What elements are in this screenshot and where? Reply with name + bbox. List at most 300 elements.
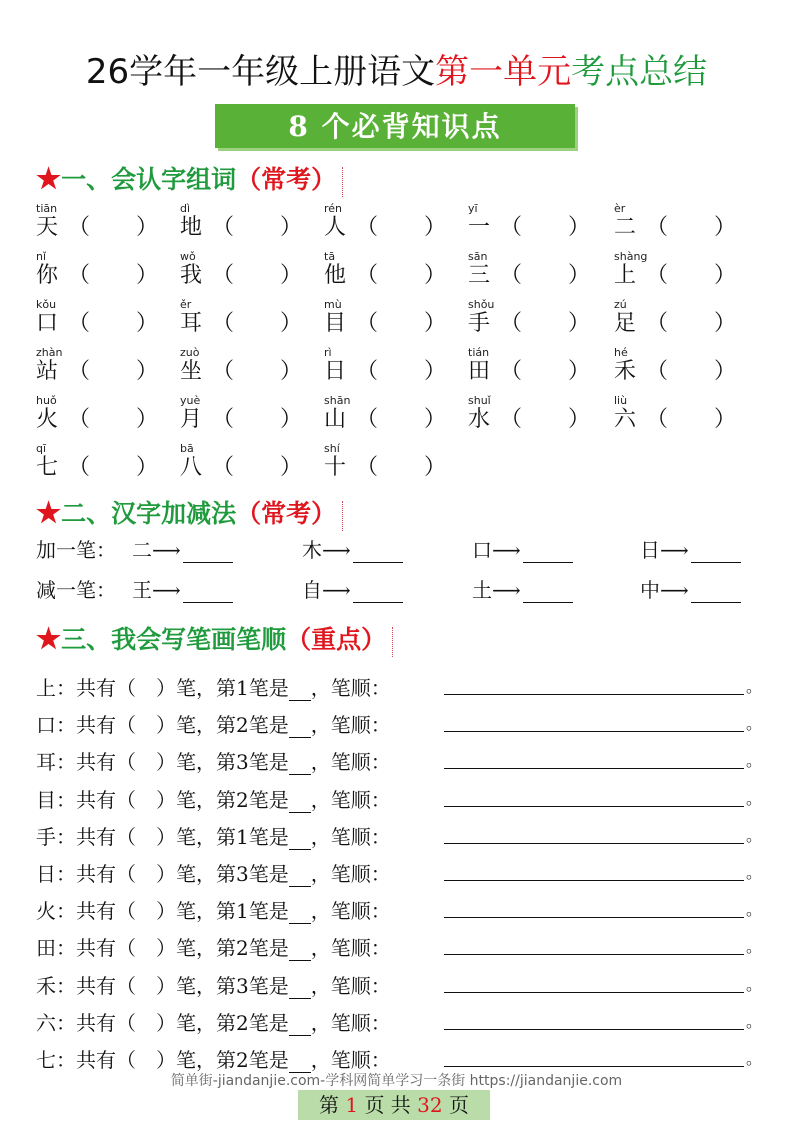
- char-item: [180, 250, 320, 298]
- answer-paren-open: （: [68, 407, 91, 432]
- period-mark: 。: [746, 937, 763, 957]
- char-item: [324, 202, 464, 250]
- answer-paren-close: ）: [280, 407, 303, 432]
- stroke-text-a: ：共有（ ）笔，第: [56, 824, 236, 849]
- answer-blank[interactable]: [289, 831, 311, 850]
- footer-mid: 页 共: [364, 1093, 411, 1117]
- stroke-number: 2: [236, 787, 249, 812]
- stroke-number: 3: [236, 973, 249, 998]
- pinyin: tā: [324, 250, 336, 263]
- star-icon: ★: [36, 496, 62, 529]
- add-subtract-item: [302, 574, 403, 603]
- stroke-number: 2: [236, 936, 249, 961]
- stroke-text-b: 笔是: [248, 713, 289, 738]
- answer-paren-open: （: [212, 359, 235, 384]
- hanzi: 上: [614, 263, 637, 288]
- answer-paren-open: （: [356, 407, 379, 432]
- stroke-text-c: ，笔顺：: [310, 936, 391, 961]
- answer-paren-open: （: [356, 311, 379, 336]
- period-mark: 。: [746, 862, 763, 882]
- page-title: [0, 44, 793, 93]
- char-row: [36, 250, 776, 298]
- knowledge-banner: 8 个必背知识点: [215, 104, 575, 148]
- answer-blank[interactable]: [523, 582, 573, 603]
- add-subtract-item: [132, 574, 233, 603]
- stroke-text-b: 笔是: [248, 676, 289, 700]
- hanzi: 坐: [180, 359, 203, 384]
- row-label: 加一笔：: [36, 538, 116, 562]
- period-mark: 。: [746, 1048, 763, 1068]
- period-mark: 。: [746, 1011, 763, 1031]
- add-subtract-row: [36, 534, 776, 574]
- stroke-text-a: ：共有（ ）笔，第: [56, 750, 236, 775]
- section-3-paren-open: （: [286, 625, 312, 654]
- stroke-order-line[interactable]: [444, 843, 744, 844]
- pinyin: wǒ: [180, 250, 196, 263]
- add-subtract-item: [640, 534, 741, 563]
- section-3-paren-close: ）: [361, 625, 387, 654]
- answer-paren-open: （: [500, 263, 523, 288]
- add-subtract-item: [132, 534, 233, 563]
- answer-paren-open: （: [68, 263, 91, 288]
- hanzi: 八: [180, 455, 203, 480]
- stroke-question: [36, 932, 391, 961]
- stroke-text-a: ：共有（ ）笔，第: [56, 787, 236, 812]
- item-text: 日⟶: [640, 538, 689, 562]
- answer-paren-close: ）: [136, 407, 159, 432]
- char-item: [468, 202, 608, 250]
- pinyin: zú: [614, 298, 627, 311]
- hanzi: 人: [324, 215, 347, 240]
- section-2-paren-close: ）: [311, 499, 337, 528]
- section-2-heading: [36, 494, 343, 531]
- answer-blank[interactable]: [289, 719, 311, 738]
- stroke-text-c: ，笔顺：: [310, 713, 391, 738]
- char-item: [324, 346, 464, 394]
- answer-paren-close: ）: [714, 407, 737, 432]
- pinyin: tián: [468, 346, 490, 359]
- stroke-char: 手: [36, 824, 56, 849]
- answer-paren-close: ）: [424, 359, 447, 384]
- pinyin: tiān: [36, 202, 58, 215]
- char-row: [36, 202, 776, 250]
- section-1-heading: [36, 160, 343, 197]
- answer-blank[interactable]: [289, 905, 311, 924]
- char-item: [36, 394, 176, 442]
- item-text: 木⟶: [302, 538, 351, 562]
- add-subtract-item: [472, 534, 573, 563]
- char-item: [180, 298, 320, 346]
- pinyin: qī: [36, 442, 47, 455]
- stroke-order-line[interactable]: [444, 1066, 744, 1067]
- char-item: [614, 202, 754, 250]
- answer-blank[interactable]: [183, 542, 233, 563]
- stroke-text-c: ，笔顺：: [310, 750, 391, 775]
- section-2-title: 二、汉字加减法: [61, 499, 237, 528]
- stroke-text-b: 笔是: [248, 1047, 289, 1072]
- stroke-text-b: 笔是: [248, 899, 289, 924]
- stroke-text-c: ，笔顺：: [310, 1010, 391, 1035]
- answer-paren-open: （: [500, 215, 523, 240]
- stroke-number: 1: [236, 899, 249, 924]
- dotted-marker: [342, 167, 343, 197]
- hanzi: 火: [36, 407, 59, 432]
- char-item: [614, 346, 754, 394]
- hanzi: 天: [36, 215, 59, 240]
- answer-paren-open: （: [356, 359, 379, 384]
- hanzi: 口: [36, 311, 59, 336]
- pinyin: yī: [468, 202, 478, 215]
- answer-paren-close: ）: [714, 215, 737, 240]
- answer-paren-open: （: [68, 455, 91, 480]
- page-footer: [298, 1090, 490, 1120]
- stroke-row: [36, 784, 776, 821]
- stroke-char: 火: [36, 899, 56, 924]
- char-item: [324, 442, 464, 490]
- stroke-order-line[interactable]: [444, 806, 744, 807]
- stroke-row: [36, 932, 776, 969]
- char-row: [36, 298, 776, 346]
- period-mark: 。: [746, 974, 763, 994]
- pinyin: shān: [324, 394, 351, 407]
- stroke-number: 3: [236, 861, 249, 886]
- stroke-row: [36, 746, 776, 783]
- pinyin: bā: [180, 442, 194, 455]
- char-item: [614, 298, 754, 346]
- stroke-text-a: ：共有（ ）笔，第: [56, 936, 236, 961]
- char-item: [324, 394, 464, 442]
- answer-paren-close: ）: [280, 455, 303, 480]
- section-3-tag: 重点: [311, 625, 362, 654]
- hanzi: 水: [468, 407, 491, 432]
- stroke-row: [36, 858, 776, 895]
- char-item: [180, 346, 320, 394]
- stroke-order-line[interactable]: [444, 880, 744, 881]
- pinyin: èr: [614, 202, 626, 215]
- item-text: 二⟶: [132, 538, 181, 562]
- char-row: [36, 394, 776, 442]
- stroke-text-a: ：共有（ ）笔，第: [56, 899, 236, 924]
- hanzi: 目: [324, 311, 347, 336]
- title-part-3: 考点总结: [571, 52, 708, 92]
- footer-total-pages: 32: [417, 1093, 443, 1117]
- hanzi: 三: [468, 263, 491, 288]
- footer-pre: 第: [319, 1093, 339, 1117]
- stroke-text-a: ：共有（ ）笔，第: [56, 1047, 236, 1072]
- answer-paren-close: ）: [136, 311, 159, 336]
- stroke-number: 1: [236, 676, 249, 700]
- stroke-text-c: ，笔顺：: [310, 1047, 391, 1072]
- stroke-number: 2: [236, 1047, 249, 1072]
- answer-blank[interactable]: [289, 980, 311, 999]
- answer-blank[interactable]: [289, 756, 311, 775]
- stroke-text-c: ，笔顺：: [310, 973, 391, 998]
- hanzi: 日: [324, 359, 347, 384]
- stroke-text-a: ：共有（ ）笔，第: [56, 973, 236, 998]
- item-text: 土⟶: [472, 578, 521, 602]
- hanzi: 手: [468, 311, 491, 336]
- footer-post: 页: [448, 1093, 469, 1117]
- char-item: [36, 202, 176, 250]
- pinyin: sān: [468, 250, 488, 263]
- add-subtract-exercise: [36, 534, 776, 614]
- stroke-text-b: 笔是: [248, 1010, 289, 1035]
- stroke-order-line[interactable]: [444, 992, 744, 993]
- char-item: [468, 298, 608, 346]
- answer-paren-close: ）: [424, 455, 447, 480]
- watermark-text: 简单街-jiandanjie.com-学科网简单学习一条街 https://jiandanjie.com: [170, 1073, 623, 1089]
- answer-paren-close: ）: [568, 263, 591, 288]
- hanzi: 七: [36, 455, 59, 480]
- answer-paren-close: ）: [568, 215, 591, 240]
- add-subtract-item: [302, 534, 403, 563]
- hanzi: 六: [614, 407, 637, 432]
- answer-paren-open: （: [356, 263, 379, 288]
- stroke-row: [36, 672, 776, 709]
- pinyin: shǒu: [468, 298, 495, 311]
- star-icon: ★: [36, 162, 62, 195]
- answer-paren-open: （: [212, 455, 235, 480]
- stroke-row: [36, 1007, 776, 1044]
- period-mark: 。: [746, 900, 763, 920]
- char-item: [180, 442, 320, 490]
- stroke-question: [36, 970, 391, 999]
- answer-paren-close: ）: [568, 311, 591, 336]
- hanzi: 站: [36, 359, 59, 384]
- pinyin: mù: [324, 298, 342, 311]
- item-text: 王⟶: [132, 578, 181, 602]
- answer-paren-open: （: [212, 311, 235, 336]
- answer-blank[interactable]: [183, 582, 233, 603]
- stroke-text-b: 笔是: [248, 824, 289, 849]
- stroke-char: 耳: [36, 750, 56, 775]
- answer-blank[interactable]: [691, 582, 741, 603]
- answer-paren-close: ）: [714, 311, 737, 336]
- hanzi: 足: [614, 311, 637, 336]
- period-mark: 。: [746, 825, 763, 845]
- answer-paren-open: （: [356, 455, 379, 480]
- stroke-text-b: 笔是: [248, 936, 289, 961]
- answer-paren-close: ）: [568, 407, 591, 432]
- add-subtract-row: [36, 574, 776, 614]
- pinyin: zuò: [180, 346, 200, 359]
- answer-blank[interactable]: [289, 682, 311, 701]
- stroke-number: 1: [236, 824, 249, 849]
- pinyin: kǒu: [36, 298, 57, 311]
- hanzi: 禾: [614, 359, 637, 384]
- answer-blank[interactable]: [353, 582, 403, 603]
- answer-paren-close: ）: [280, 359, 303, 384]
- answer-paren-close: ）: [136, 359, 159, 384]
- stroke-number: 2: [236, 1010, 249, 1035]
- section-3-title: 三、我会写笔画笔顺: [61, 625, 287, 654]
- answer-blank[interactable]: [691, 542, 741, 563]
- char-item: [468, 394, 608, 442]
- section-1-paren-close: ）: [311, 165, 337, 194]
- answer-paren-open: （: [356, 215, 379, 240]
- hanzi: 你: [36, 263, 59, 288]
- answer-paren-open: （: [212, 215, 235, 240]
- stroke-text-c: ，笔顺：: [310, 676, 391, 700]
- item-text: 自⟶: [302, 578, 351, 602]
- stroke-row: [36, 821, 776, 858]
- stroke-text-b: 笔是: [248, 750, 289, 775]
- star-icon: ★: [36, 622, 62, 655]
- stroke-question: [36, 1007, 391, 1036]
- stroke-question: [36, 746, 391, 775]
- hanzi: 他: [324, 263, 347, 288]
- pinyin: yuè: [180, 394, 201, 407]
- stroke-order-line[interactable]: [444, 954, 744, 955]
- stroke-char: 禾: [36, 973, 56, 998]
- pinyin: shí: [324, 442, 340, 455]
- stroke-char: 口: [36, 713, 56, 738]
- pinyin: zhàn: [36, 346, 63, 359]
- item-text: 中⟶: [640, 578, 689, 602]
- stroke-text-b: 笔是: [248, 861, 289, 886]
- answer-paren-open: （: [646, 407, 669, 432]
- dotted-marker: [342, 501, 343, 531]
- answer-paren-open: （: [68, 359, 91, 384]
- stroke-text-c: ，笔顺：: [310, 824, 391, 849]
- hanzi: 田: [468, 359, 491, 384]
- answer-paren-open: （: [500, 311, 523, 336]
- period-mark: 。: [746, 714, 763, 734]
- stroke-question: [36, 858, 391, 887]
- pinyin: huǒ: [36, 394, 57, 407]
- stroke-order-line[interactable]: [444, 917, 744, 918]
- char-item: [36, 442, 176, 490]
- stroke-order-line[interactable]: [444, 731, 744, 732]
- pinyin: hé: [614, 346, 628, 359]
- stroke-number: 2: [236, 713, 249, 738]
- stroke-order-line[interactable]: [444, 1029, 744, 1030]
- hanzi: 耳: [180, 311, 203, 336]
- char-item: [324, 250, 464, 298]
- pinyin: liù: [614, 394, 628, 407]
- stroke-char: 目: [36, 787, 56, 812]
- answer-paren-open: （: [500, 407, 523, 432]
- dotted-marker: [392, 627, 393, 657]
- stroke-order-line[interactable]: [444, 694, 744, 695]
- char-item: [468, 346, 608, 394]
- stroke-row: [36, 709, 776, 746]
- answer-paren-open: （: [646, 215, 669, 240]
- answer-paren-close: ）: [280, 215, 303, 240]
- answer-paren-close: ）: [424, 263, 447, 288]
- stroke-order-exercise: [36, 672, 776, 1081]
- pinyin: dì: [180, 202, 191, 215]
- stroke-text-a: ：共有（ ）笔，第: [56, 1010, 236, 1035]
- row-label: 减一笔：: [36, 578, 116, 602]
- char-item: [36, 250, 176, 298]
- answer-paren-close: ）: [714, 263, 737, 288]
- answer-paren-close: ）: [714, 359, 737, 384]
- hanzi: 二: [614, 215, 637, 240]
- answer-paren-close: ）: [136, 215, 159, 240]
- stroke-text-b: 笔是: [248, 787, 289, 812]
- stroke-row: [36, 895, 776, 932]
- stroke-text-a: ：共有（ ）笔，第: [56, 676, 236, 700]
- answer-paren-open: （: [646, 359, 669, 384]
- section-2-tag: 常考: [261, 499, 312, 528]
- char-item: [614, 250, 754, 298]
- title-part-1: 26学年一年级上册语文: [85, 52, 436, 92]
- stroke-text-a: ：共有（ ）笔，第: [56, 713, 236, 738]
- hanzi: 一: [468, 215, 491, 240]
- stroke-text-b: 笔是: [248, 973, 289, 998]
- stroke-question: [36, 672, 391, 701]
- char-item: [614, 394, 754, 442]
- char-row: [36, 442, 776, 490]
- stroke-question: [36, 1044, 391, 1073]
- answer-paren-open: （: [646, 263, 669, 288]
- answer-blank[interactable]: [289, 868, 311, 887]
- answer-blank[interactable]: [353, 542, 403, 563]
- pinyin: rì: [324, 346, 332, 359]
- stroke-char: 田: [36, 936, 56, 961]
- answer-paren-close: ）: [568, 359, 591, 384]
- char-item: [36, 346, 176, 394]
- pinyin: nǐ: [36, 250, 47, 263]
- add-subtract-item: [640, 574, 741, 603]
- answer-paren-open: （: [212, 407, 235, 432]
- pinyin: rén: [324, 202, 343, 215]
- stroke-question: [36, 709, 391, 738]
- answer-paren-close: ）: [136, 263, 159, 288]
- stroke-text-c: ，笔顺：: [310, 787, 391, 812]
- char-item: [180, 394, 320, 442]
- answer-blank[interactable]: [289, 942, 311, 961]
- answer-paren-close: ）: [280, 263, 303, 288]
- answer-blank[interactable]: [289, 1017, 311, 1036]
- char-item: [180, 202, 320, 250]
- answer-paren-open: （: [68, 215, 91, 240]
- period-mark: 。: [746, 788, 763, 808]
- answer-paren-open: （: [500, 359, 523, 384]
- stroke-order-line[interactable]: [444, 768, 744, 769]
- period-mark: 。: [746, 751, 763, 771]
- section-1-tag: 常考: [261, 165, 312, 194]
- answer-blank[interactable]: [289, 794, 311, 813]
- answer-paren-close: ）: [280, 311, 303, 336]
- pinyin: ěr: [180, 298, 192, 311]
- stroke-question: [36, 895, 391, 924]
- pinyin: shàng: [614, 250, 648, 263]
- hanzi: 十: [324, 455, 347, 480]
- char-item: [468, 250, 608, 298]
- char-item: [324, 298, 464, 346]
- footer-page-number: 1: [345, 1093, 359, 1117]
- answer-paren-open: （: [68, 311, 91, 336]
- item-text: 口⟶: [472, 538, 521, 562]
- answer-blank[interactable]: [523, 542, 573, 563]
- char-row: [36, 346, 776, 394]
- stroke-char: 六: [36, 1010, 56, 1035]
- stroke-text-c: ，笔顺：: [310, 899, 391, 924]
- title-part-2: 第一单元: [435, 52, 572, 92]
- stroke-char: 七: [36, 1047, 56, 1072]
- stroke-char: 上: [36, 676, 56, 700]
- stroke-char: 日: [36, 861, 56, 886]
- section-1-title: 一、会认字组词: [61, 165, 237, 194]
- stroke-row: [36, 970, 776, 1007]
- stroke-question: [36, 784, 391, 813]
- stroke-text-a: ：共有（ ）笔，第: [56, 861, 236, 886]
- hanzi: 山: [324, 407, 347, 432]
- answer-paren-close: ）: [424, 311, 447, 336]
- answer-paren-close: ）: [136, 455, 159, 480]
